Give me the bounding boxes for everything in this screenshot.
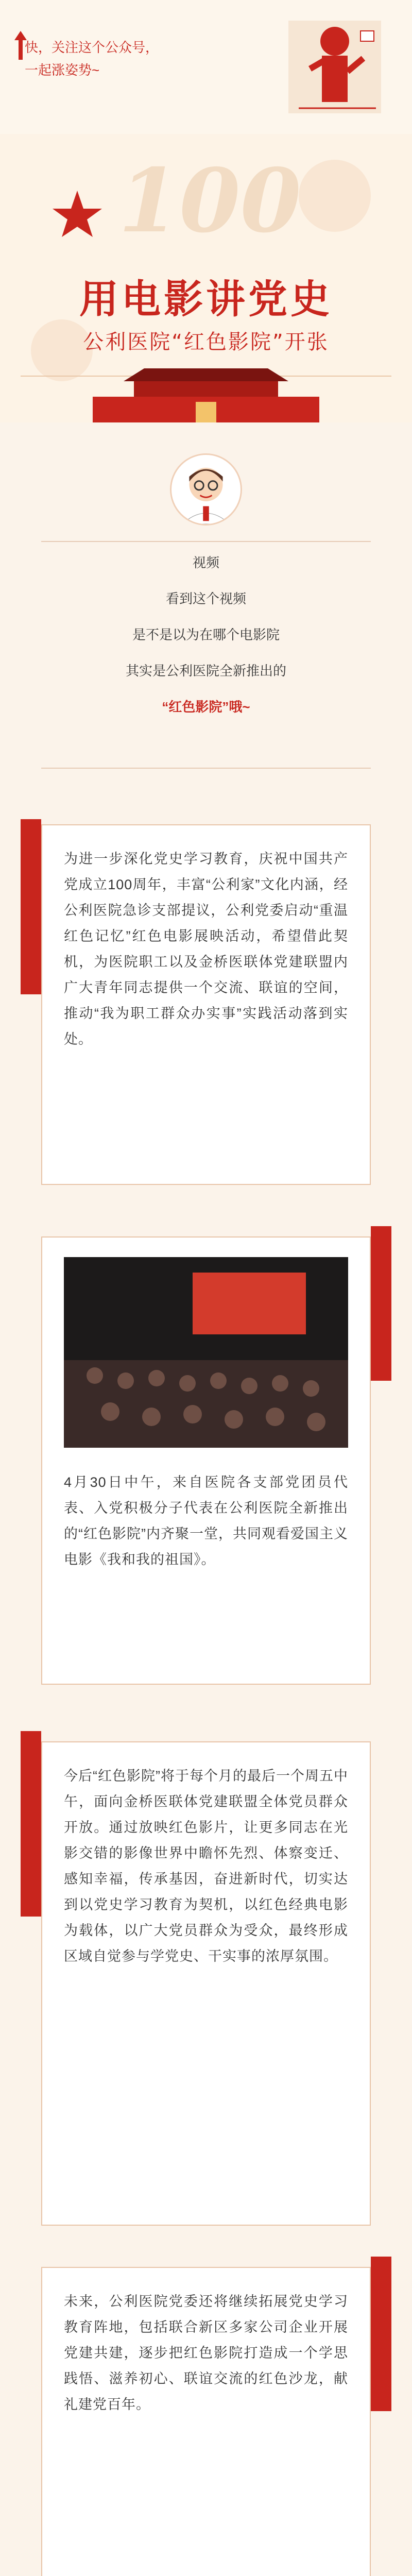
video-intro [41,536,371,783]
hero-section [0,134,412,422]
follow-line-2: 一起涨姿势~ [25,62,100,78]
paragraph-2: 4月30日中午，来自医院各支部党团员代表、入党积极分子代表在公利医院全新推出的“红色影院”内齐聚一堂，共同观看爱国主义电影《我和我的祖国》。 [64,1475,348,1567]
follow-prompt [25,36,159,81]
hero-watermark-100: 100 [118,149,301,252]
soldier-illustration-icon [278,10,391,118]
article-title: 用电影讲党史 [79,276,333,322]
paragraph-3: 今后“红色影院”将于每个月的最后一个周五中午，面向金桥医联体党建联盟全体党员群众开放。通过放映红色影片，让更多同志在光影交错的影像世界中瞻怀先烈、体察变迁、感知幸福，传承基因，奋进新时代，切实达到以党史学习教育为契机，以红色经典电影为载体，以广大党员群众为受众，最终形成区域自觉参与学党史、干实事的浓厚氛围。 [64,1768,348,1964]
video-line-2: 是不是以为在哪个电影院 [132,627,280,642]
ribbon-decoration [371,1226,391,1381]
paragraph-card-4 [41,2267,371,2576]
video-line-1: 看到这个视频 [165,591,246,606]
follow-line-1: 快，关注这个公众号， [25,40,159,55]
cinema-photo [64,1257,348,1448]
paragraph-card-3 [41,1741,371,2226]
ribbon-decoration [21,819,41,994]
doctor-avatar-icon [171,455,241,524]
paragraph-4: 未来，公利医院党委还将继续拓展党史学习教育阵地，包括联合新区多家公司企业开展党建共建，逐步把红色影院打造成一个学思践悟、滋养初心、联谊交流的红色沙龙，献礼建党百年。 [64,2294,348,2412]
tiananmen-illustration-icon [62,366,350,422]
paragraph-card-1 [41,824,371,1185]
top-banner [0,0,412,134]
arrow-stem [19,39,23,60]
ribbon-decoration [371,2257,391,2411]
ribbon-decoration [21,1731,41,1917]
video-highlight: “红色影院”哦~ [162,699,250,715]
avatar [170,453,242,526]
article-subtitle: 公利医院“红色影院”开张 [83,330,329,354]
divider [41,768,371,769]
cinema-audience-image [64,1257,348,1448]
video-label: 视频 [192,555,219,570]
paragraph-1: 为进一步深化党史学习教育，庆祝中国共产党成立100周年，丰富“公利家”文化内涵，经公利医院急诊支部提议，公利党委启动“重温红色记忆”红色电影展映活动，希望借此契机，为医院职工以及金桥医联体党建联盟内广大青年同志提供一个交流、联谊的空间，推动“我为职工群众办实事”实践活动落到实处。 [64,851,348,1047]
video-line-3: 其实是公利医院全新推出的 [125,663,286,679]
